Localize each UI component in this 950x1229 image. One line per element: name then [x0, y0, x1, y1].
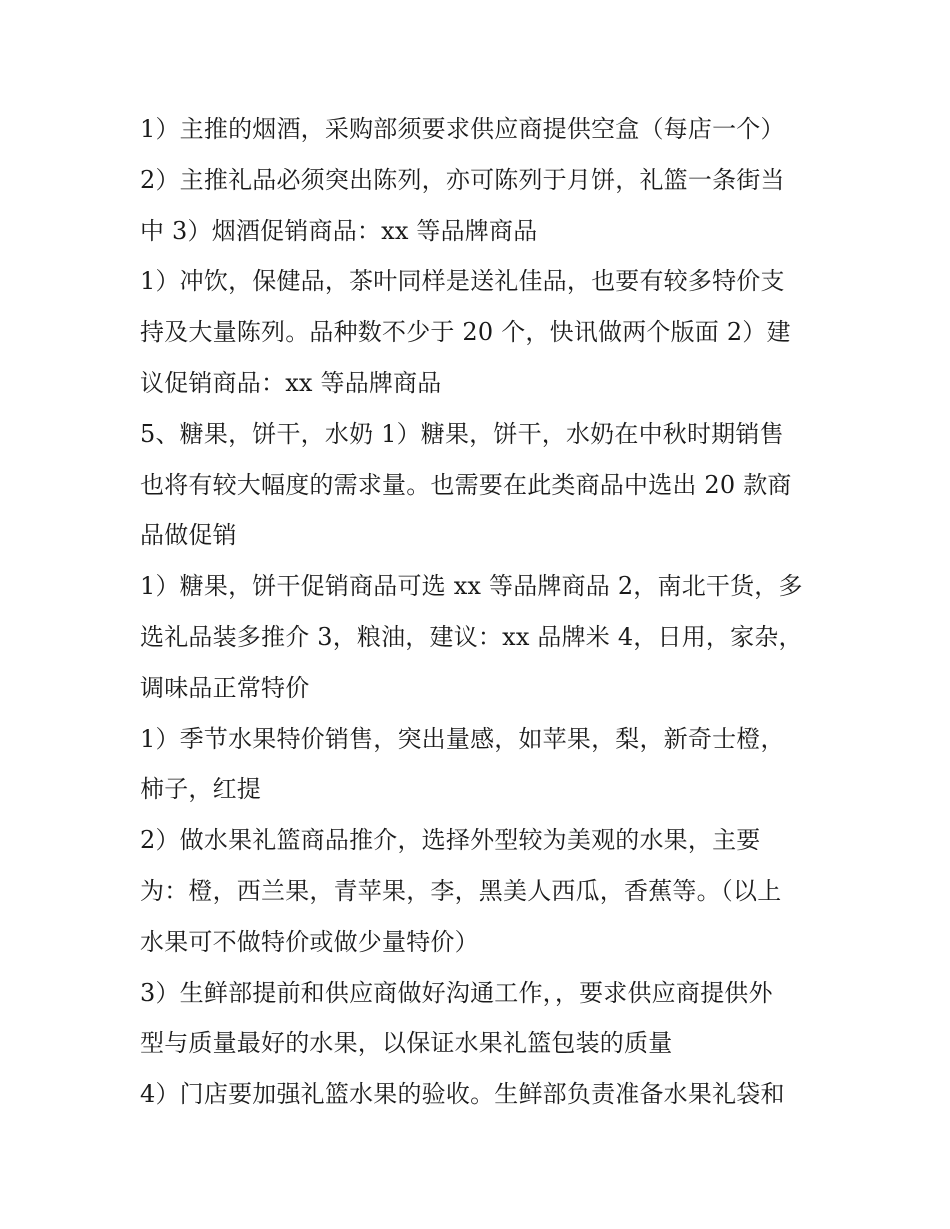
- text-line-1: 1）主推的烟酒，采购部须要求供应商提供空盒（每店一个）: [140, 115, 785, 143]
- text-line-8: 也将有较大幅度的需求量。也需要在此类商品中选出 20 款商: [140, 470, 792, 499]
- text-line-12: 调味品正常特价: [140, 673, 310, 702]
- text-line-15: 2）做水果礼篮商品推介，选择外型较为美观的水果，主要: [140, 826, 761, 855]
- text-line-5: 持及大量陈列。品种数不少于 20 个，快讯做两个版面 2）建: [140, 318, 791, 347]
- text-line-7: 5、糖果，饼干，水奶 1）糖果，饼干，水奶在中秋时期销售: [140, 419, 784, 448]
- text-line-6: 议促销商品：xx 等品牌商品: [140, 368, 442, 397]
- text-line-13: 1）季节水果特价销售，突出量感，如苹果，梨，新奇士橙，: [140, 724, 785, 753]
- text-line-17: 水果可不做特价或做少量特价）: [140, 927, 479, 956]
- text-line-9: 品做促销: [140, 521, 237, 550]
- text-line-19: 型与质量最好的水果，以保证水果礼篮包装的质量: [140, 1029, 673, 1058]
- text-line-18: 3）生鲜部提前和供应商做好沟通工作，，要求供应商提供外: [140, 978, 773, 1007]
- text-line-16: 为：橙，西兰果，青苹果，李，黑美人西瓜，香蕉等。（以上: [140, 876, 782, 905]
- text-line-14: 柿子，红提: [140, 775, 261, 804]
- document-body: [140, 104, 820, 1120]
- text-line-2: 2）主推礼品必须突出陈列，亦可陈列于月饼，礼篮一条街当: [140, 165, 785, 194]
- text-line-20: 4）门店要加强礼篮水果的验收。生鲜部负责准备水果礼袋和: [140, 1080, 785, 1109]
- text-line-3: 中 3）烟酒促销商品：xx 等品牌商品: [140, 216, 538, 245]
- text-line-11: 选礼品装多推介 3，粮油，建议：xx 品牌米 4，日用，家杂，: [140, 622, 803, 651]
- text-line-4: 1）冲饮，保健品，茶叶同样是送礼佳品，也要有较多特价支: [140, 267, 785, 296]
- text-line-10: 1）糖果，饼干促销商品可选 xx 等品牌商品 2，南北干货，多: [140, 572, 803, 601]
